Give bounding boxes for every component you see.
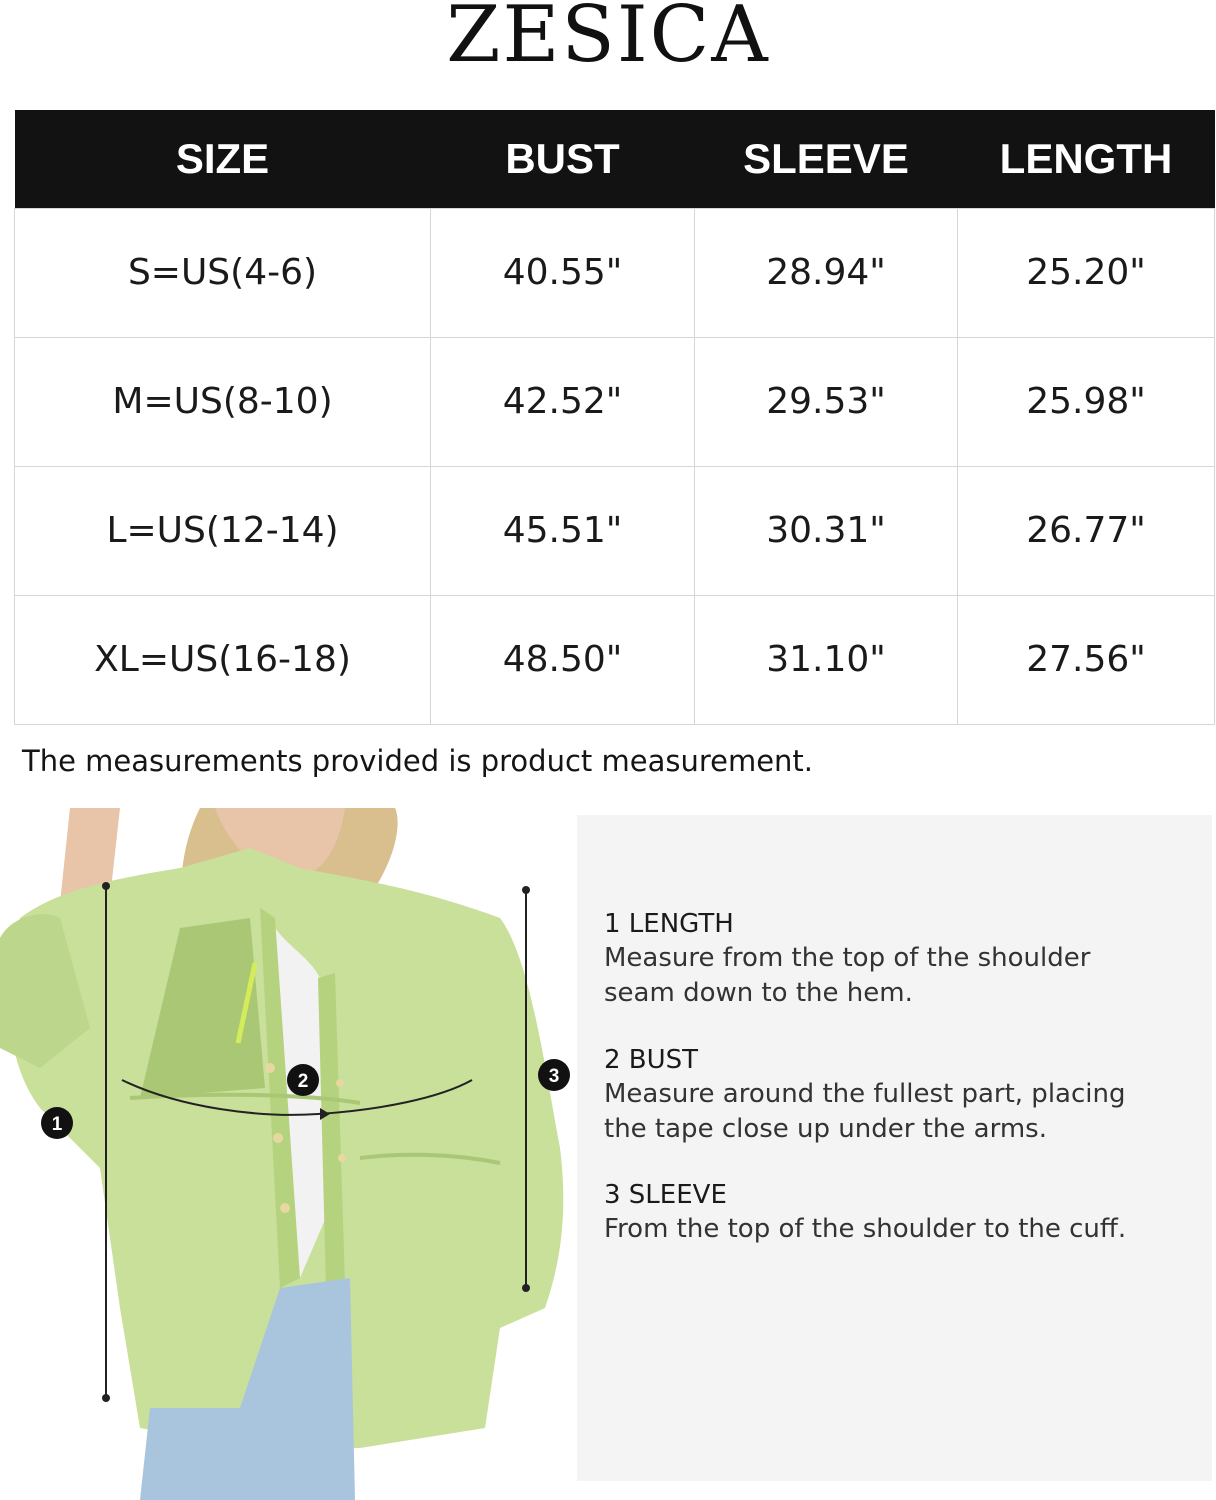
cell-sleeve: 30.31" xyxy=(695,466,958,595)
cell-length: 27.56" xyxy=(958,595,1215,724)
step-desc-line: From the top of the shoulder to the cuff. xyxy=(604,1214,1127,1244)
step-bust xyxy=(604,1043,1194,1147)
table-row xyxy=(15,337,1215,466)
marker-3 xyxy=(538,1059,570,1091)
step-title: 3 SLEEVE xyxy=(604,1180,727,1210)
table-row xyxy=(15,466,1215,595)
cell-sleeve: 31.10" xyxy=(695,595,958,724)
step-desc-line: Measure from the top of the shoulder xyxy=(604,943,1091,973)
product-photo xyxy=(0,808,570,1500)
header-sleeve: SLEEVE xyxy=(695,110,958,208)
svg-text:1: 1 xyxy=(51,1114,63,1135)
step-sleeve xyxy=(604,1178,1194,1247)
step-desc-line: seam down to the hem. xyxy=(604,978,913,1008)
cell-bust: 40.55" xyxy=(431,208,695,337)
cell-sleeve: 28.94" xyxy=(695,208,958,337)
marker-2 xyxy=(287,1064,319,1096)
step-length xyxy=(604,907,1194,1011)
cell-length: 26.77" xyxy=(958,466,1215,595)
size-chart-table xyxy=(14,110,1215,725)
cell-length: 25.20" xyxy=(958,208,1215,337)
svg-text:2: 2 xyxy=(297,1071,309,1092)
table-header-row xyxy=(15,110,1215,208)
cell-bust: 48.50" xyxy=(431,595,695,724)
cell-sleeve: 29.53" xyxy=(695,337,958,466)
cell-size: M=US(8-10) xyxy=(15,337,431,466)
table-row xyxy=(15,595,1215,724)
cell-bust: 42.52" xyxy=(431,337,695,466)
measurement-instructions xyxy=(577,815,1212,1481)
cell-size: S=US(4-6) xyxy=(15,208,431,337)
cell-size: L=US(12-14) xyxy=(15,466,431,595)
step-desc-line: the tape close up under the arms. xyxy=(604,1114,1047,1144)
step-title: 1 LENGTH xyxy=(604,909,734,939)
cell-bust: 45.51" xyxy=(431,466,695,595)
marker-1 xyxy=(41,1107,73,1139)
measurement-note: The measurements provided is product measurement. xyxy=(22,744,814,778)
svg-text:3: 3 xyxy=(548,1066,560,1087)
brand-logo: ZESICA xyxy=(446,0,770,80)
cell-length: 25.98" xyxy=(958,337,1215,466)
header-size: SIZE xyxy=(15,110,431,208)
step-title: 2 BUST xyxy=(604,1045,699,1075)
header-bust: BUST xyxy=(431,110,695,208)
cell-size: XL=US(16-18) xyxy=(15,595,431,724)
step-desc-line: Measure around the fullest part, placing xyxy=(604,1079,1126,1109)
table-row xyxy=(15,208,1215,337)
header-length: LENGTH xyxy=(958,110,1215,208)
